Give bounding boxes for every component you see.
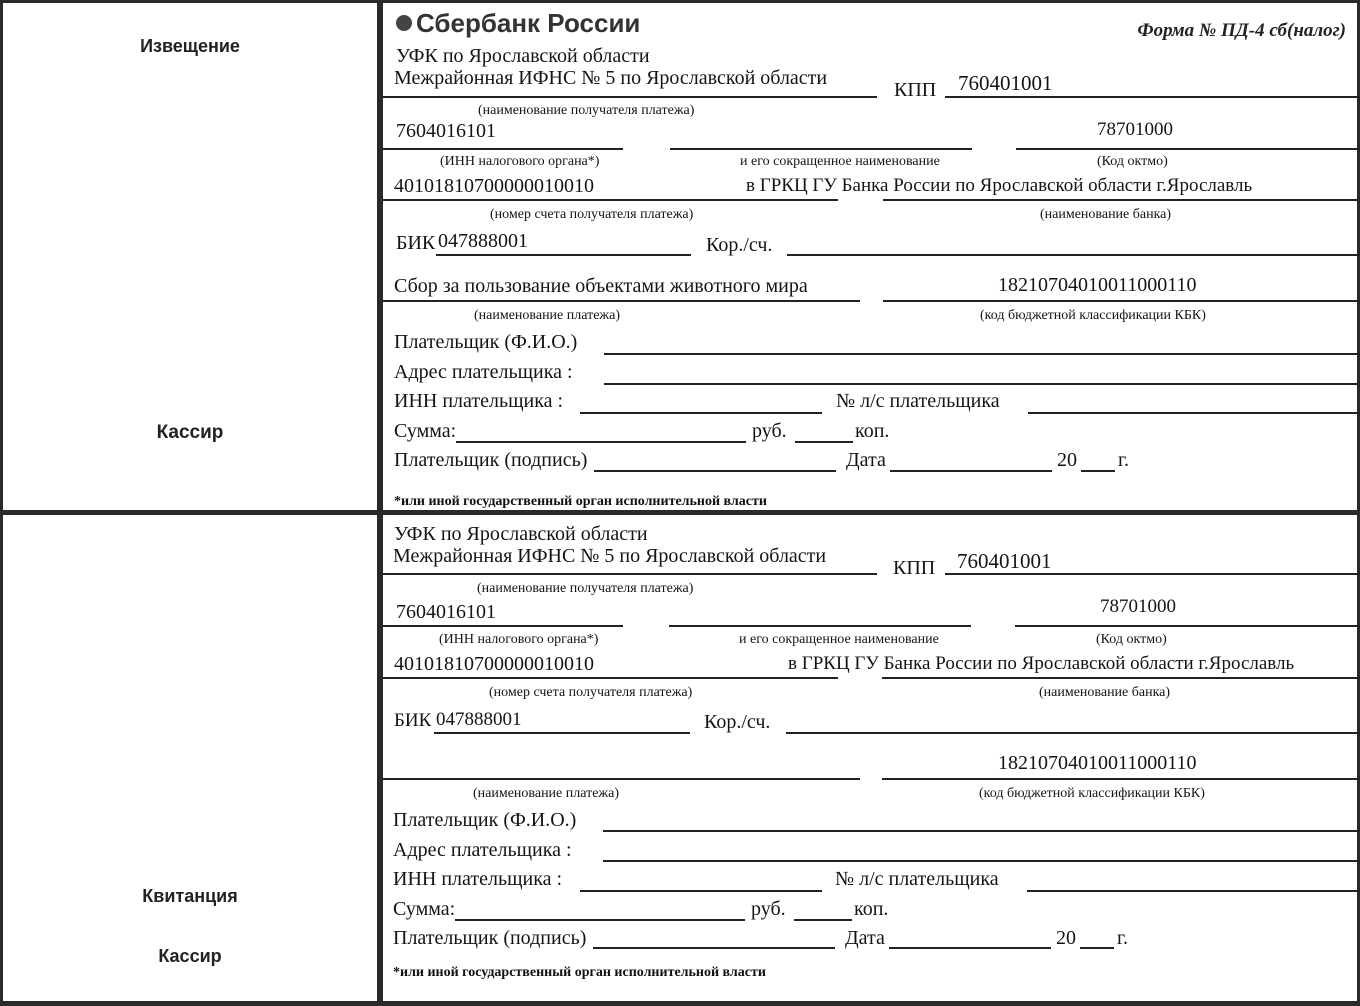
payer-address-label: Адрес плательщика : <box>393 839 572 861</box>
oktmo-value: 78701000 <box>1097 119 1173 140</box>
kpp-label: КПП <box>893 557 936 579</box>
short-name-underline <box>670 148 972 150</box>
short-name-caption: и его сокращенное наименование <box>740 154 940 169</box>
bank-value: в ГРКЦ ГУ Банка России по Ярославской области г.Ярославль <box>788 653 1295 674</box>
signature-label: Плательщик (подпись) <box>394 449 588 471</box>
kpp-value: 760401001 <box>957 549 1052 573</box>
sum-label: Сумма: <box>393 898 456 920</box>
bik-label: БИК <box>394 710 432 731</box>
bank-logo-text: Сбербанк России <box>416 8 641 38</box>
oktmo-underline <box>1015 625 1360 627</box>
oktmo-caption: (Код октмо) <box>1096 632 1167 647</box>
kop-label: коп. <box>855 420 890 442</box>
inn-underline <box>383 148 623 150</box>
sum-underline <box>456 441 746 443</box>
year-underline <box>1081 470 1115 472</box>
payer-inn-label: ИНН плательщика : <box>393 868 563 890</box>
year-underline <box>1080 947 1114 949</box>
cashier-label-top: Кассир <box>156 422 224 443</box>
account-underline <box>383 677 838 679</box>
payer-inn-label: ИНН плательщика : <box>394 390 564 412</box>
inn-underline <box>383 625 623 627</box>
kbk-caption: (код бюджетной классификации КБК) <box>979 786 1205 801</box>
footnote: *или иной государственный орган исполнительной власти <box>394 494 767 509</box>
cashier-label-bottom: Кассир <box>158 946 222 966</box>
kpp-value: 760401001 <box>958 71 1053 95</box>
bik-underline <box>434 732 690 734</box>
account-caption: (номер счета получателя платежа) <box>490 207 694 222</box>
bank-logo <box>396 8 640 39</box>
bank-caption: (наименование банка) <box>1040 207 1172 222</box>
kpp-underline <box>945 573 1360 575</box>
sum-label: Сумма: <box>394 420 457 442</box>
kpp-underline <box>945 96 1360 98</box>
kor-underline <box>787 254 1360 256</box>
payer-fio-label: Плательщик (Ф.И.О.) <box>394 331 578 353</box>
frame-left-border <box>0 0 3 1006</box>
date-label: Дата <box>845 927 885 949</box>
short-name-caption: и его сокращенное наименование <box>739 632 939 647</box>
oktmo-caption: (Код октмо) <box>1097 154 1168 169</box>
payer-address-label: Адрес плательщика : <box>394 361 573 383</box>
payer-fio-underline <box>604 353 1360 355</box>
payer-account-underline <box>1027 890 1360 892</box>
bank-value: в ГРКЦ ГУ Банка России по Ярославской области г.Ярославль <box>746 175 1253 196</box>
payer-account-underline <box>1028 412 1360 414</box>
sum-underline <box>455 919 745 921</box>
rub-label: руб. <box>752 420 787 442</box>
receipt-label: Квитанция <box>142 886 238 906</box>
kbk-caption: (код бюджетной классификации КБК) <box>980 308 1206 323</box>
recipient-line-2: Межрайонная ИФНС № 5 по Ярославской области <box>393 545 827 567</box>
account-underline <box>383 199 838 201</box>
form-number: Форма № ПД-4 сб(налог) <box>1137 20 1346 41</box>
kop-underline <box>794 919 852 921</box>
bik-value: 047888001 <box>436 709 522 730</box>
inn-value: 7604016101 <box>396 601 496 623</box>
payer-inn-underline <box>580 412 822 414</box>
frame-top-border <box>0 0 1360 3</box>
kor-label: Кор./сч. <box>706 234 773 256</box>
signature-underline <box>594 470 836 472</box>
oktmo-underline <box>1016 148 1360 150</box>
date-label: Дата <box>846 449 886 471</box>
frame-bottom-border <box>0 1001 1360 1006</box>
inn-value: 7604016101 <box>396 120 496 142</box>
bank-underline <box>883 199 1360 201</box>
payer-inn-underline <box>580 890 822 892</box>
payment-name-value: Сбор за пользование объектами животного мира <box>394 275 808 297</box>
year-suffix: г. <box>1117 927 1128 949</box>
frame-horizontal-divider <box>0 510 1360 515</box>
recipient-line-2: Межрайонная ИФНС № 5 по Ярославской области <box>394 67 828 89</box>
recipient-caption: (наименование получателя платежа) <box>478 103 695 118</box>
kop-underline <box>795 441 853 443</box>
recipient-caption: (наименование получателя платежа) <box>477 581 694 596</box>
payer-fio-label: Плательщик (Ф.И.О.) <box>393 809 577 831</box>
bik-value: 047888001 <box>438 230 528 252</box>
kbk-underline <box>883 300 1360 302</box>
payment-caption: (наименование платежа) <box>474 308 620 323</box>
recipient-underline <box>383 96 877 98</box>
payment-caption: (наименование платежа) <box>473 786 619 801</box>
payment-name-underline <box>383 778 860 780</box>
bank-underline <box>882 677 1360 679</box>
frame-vertical-divider <box>377 0 383 1006</box>
recipient-line-1: УФК по Ярославской области <box>396 45 650 67</box>
recipient-underline <box>383 573 877 575</box>
inn-caption: (ИНН налогового органа*) <box>439 632 599 647</box>
account-value: 40101810700000010010 <box>394 175 594 197</box>
signature-label: Плательщик (подпись) <box>393 927 587 949</box>
payer-address-underline <box>603 860 1360 862</box>
kpp-label: КПП <box>894 79 937 101</box>
bik-underline <box>436 254 691 256</box>
payment-name-underline <box>383 300 860 302</box>
date-underline <box>890 470 1052 472</box>
inn-caption: (ИНН налогового органа*) <box>440 154 600 169</box>
oktmo-value: 78701000 <box>1100 596 1176 617</box>
year-prefix: 20 <box>1057 449 1077 471</box>
kor-underline <box>786 732 1360 734</box>
recipient-line-1: УФК по Ярославской области <box>394 523 648 545</box>
date-underline <box>889 947 1051 949</box>
account-caption: (номер счета получателя платежа) <box>489 685 693 700</box>
payer-account-label: № л/с плательщика <box>836 390 1000 412</box>
rub-label: руб. <box>751 898 786 920</box>
bank-caption: (наименование банка) <box>1039 685 1171 700</box>
kop-label: коп. <box>854 898 889 920</box>
short-name-underline <box>669 625 971 627</box>
payer-address-underline <box>604 383 1360 385</box>
kbk-value: 18210704010011000110 <box>998 752 1197 774</box>
kor-label: Кор./сч. <box>704 711 771 733</box>
kbk-value: 18210704010011000110 <box>998 274 1197 296</box>
notice-label: Извещение <box>140 36 240 56</box>
year-prefix: 20 <box>1056 927 1076 949</box>
payer-fio-underline <box>603 830 1360 832</box>
sberbank-leaf-icon <box>396 15 412 31</box>
bik-label: БИК <box>396 232 436 254</box>
footnote: *или иной государственный орган исполнительной власти <box>393 965 766 980</box>
kbk-underline <box>882 778 1360 780</box>
year-suffix: г. <box>1118 449 1129 471</box>
signature-underline <box>593 947 835 949</box>
payer-account-label: № л/с плательщика <box>835 868 999 890</box>
account-value: 40101810700000010010 <box>394 653 594 675</box>
